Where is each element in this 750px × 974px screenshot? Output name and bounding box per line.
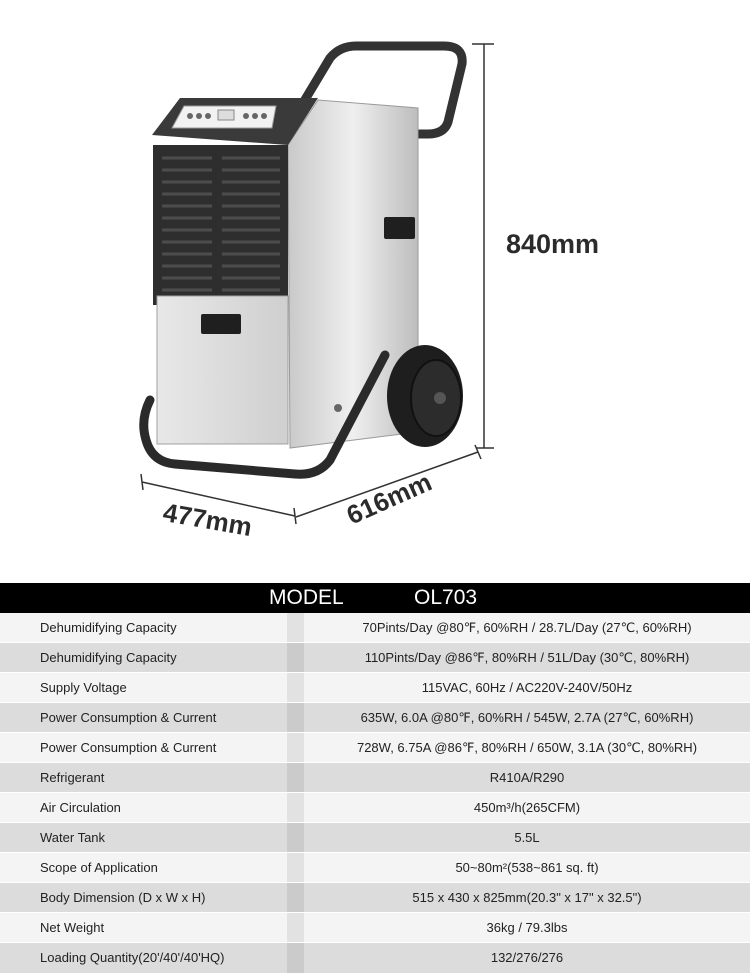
spec-label: Dehumidifying Capacity [0,613,287,643]
table-row [0,673,750,703]
width-dimension-label: 477mm [160,497,255,543]
spec-value: 515 x 430 x 825mm(20.3" x 17" x 32.5") [304,883,750,913]
spec-value: 728W, 6.75A @86℉, 80%RH / 650W, 3.1A (30℃, 80%RH) [304,733,750,763]
model-header-value: OL703 [414,586,478,609]
spec-value: 115VAC, 60Hz / AC220V-240V/50Hz [304,673,750,703]
spec-value: 635W, 6.0A @80℉, 60%RH / 545W, 2.7A (27℃, 60%RH) [304,703,750,733]
spec-label: Power Consumption & Current [0,703,287,733]
table-row [0,703,750,733]
spec-label: Loading Quantity(20'/40'/40'HQ) [0,943,287,973]
spec-label: Scope of Application [0,853,287,883]
spec-value: 110Pints/Day @86℉, 80%RH / 51L/Day (30℃, 80%RH) [304,643,750,673]
spec-value: 50~80m²(538~861 sq. ft) [304,853,750,883]
spec-label: Supply Voltage [0,673,287,703]
spec-value: 5.5L [304,823,750,853]
depth-dimension-label: 616mm [342,466,437,531]
spec-value: R410A/R290 [304,763,750,793]
table-row [0,793,750,823]
spec-value: 132/276/276 [304,943,750,973]
spec-label: Water Tank [0,823,287,853]
specification-table [0,583,750,973]
table-row [0,883,750,913]
spec-label: Net Weight [0,913,287,943]
spec-value: 450m³/h(265CFM) [304,793,750,823]
spec-label: Air Circulation [0,793,287,823]
table-row [0,643,750,673]
spec-label: Refrigerant [0,763,287,793]
spec-value: 70Pints/Day @80℉, 60%RH / 28.7L/Day (27℃, 60%RH) [304,613,750,643]
spec-label: Power Consumption & Current [0,733,287,763]
table-row [0,853,750,883]
model-header-label: MODEL [269,586,344,609]
table-row [0,913,750,943]
table-row [0,943,750,973]
spec-label: Body Dimension (D x W x H) [0,883,287,913]
table-row [0,613,750,643]
spec-value: 36kg / 79.3lbs [304,913,750,943]
table-row [0,763,750,793]
table-row [0,733,750,763]
spec-table-header [0,583,750,613]
height-dimension-label: 840mm [506,229,600,259]
table-row [0,823,750,853]
spec-label: Dehumidifying Capacity [0,643,287,673]
